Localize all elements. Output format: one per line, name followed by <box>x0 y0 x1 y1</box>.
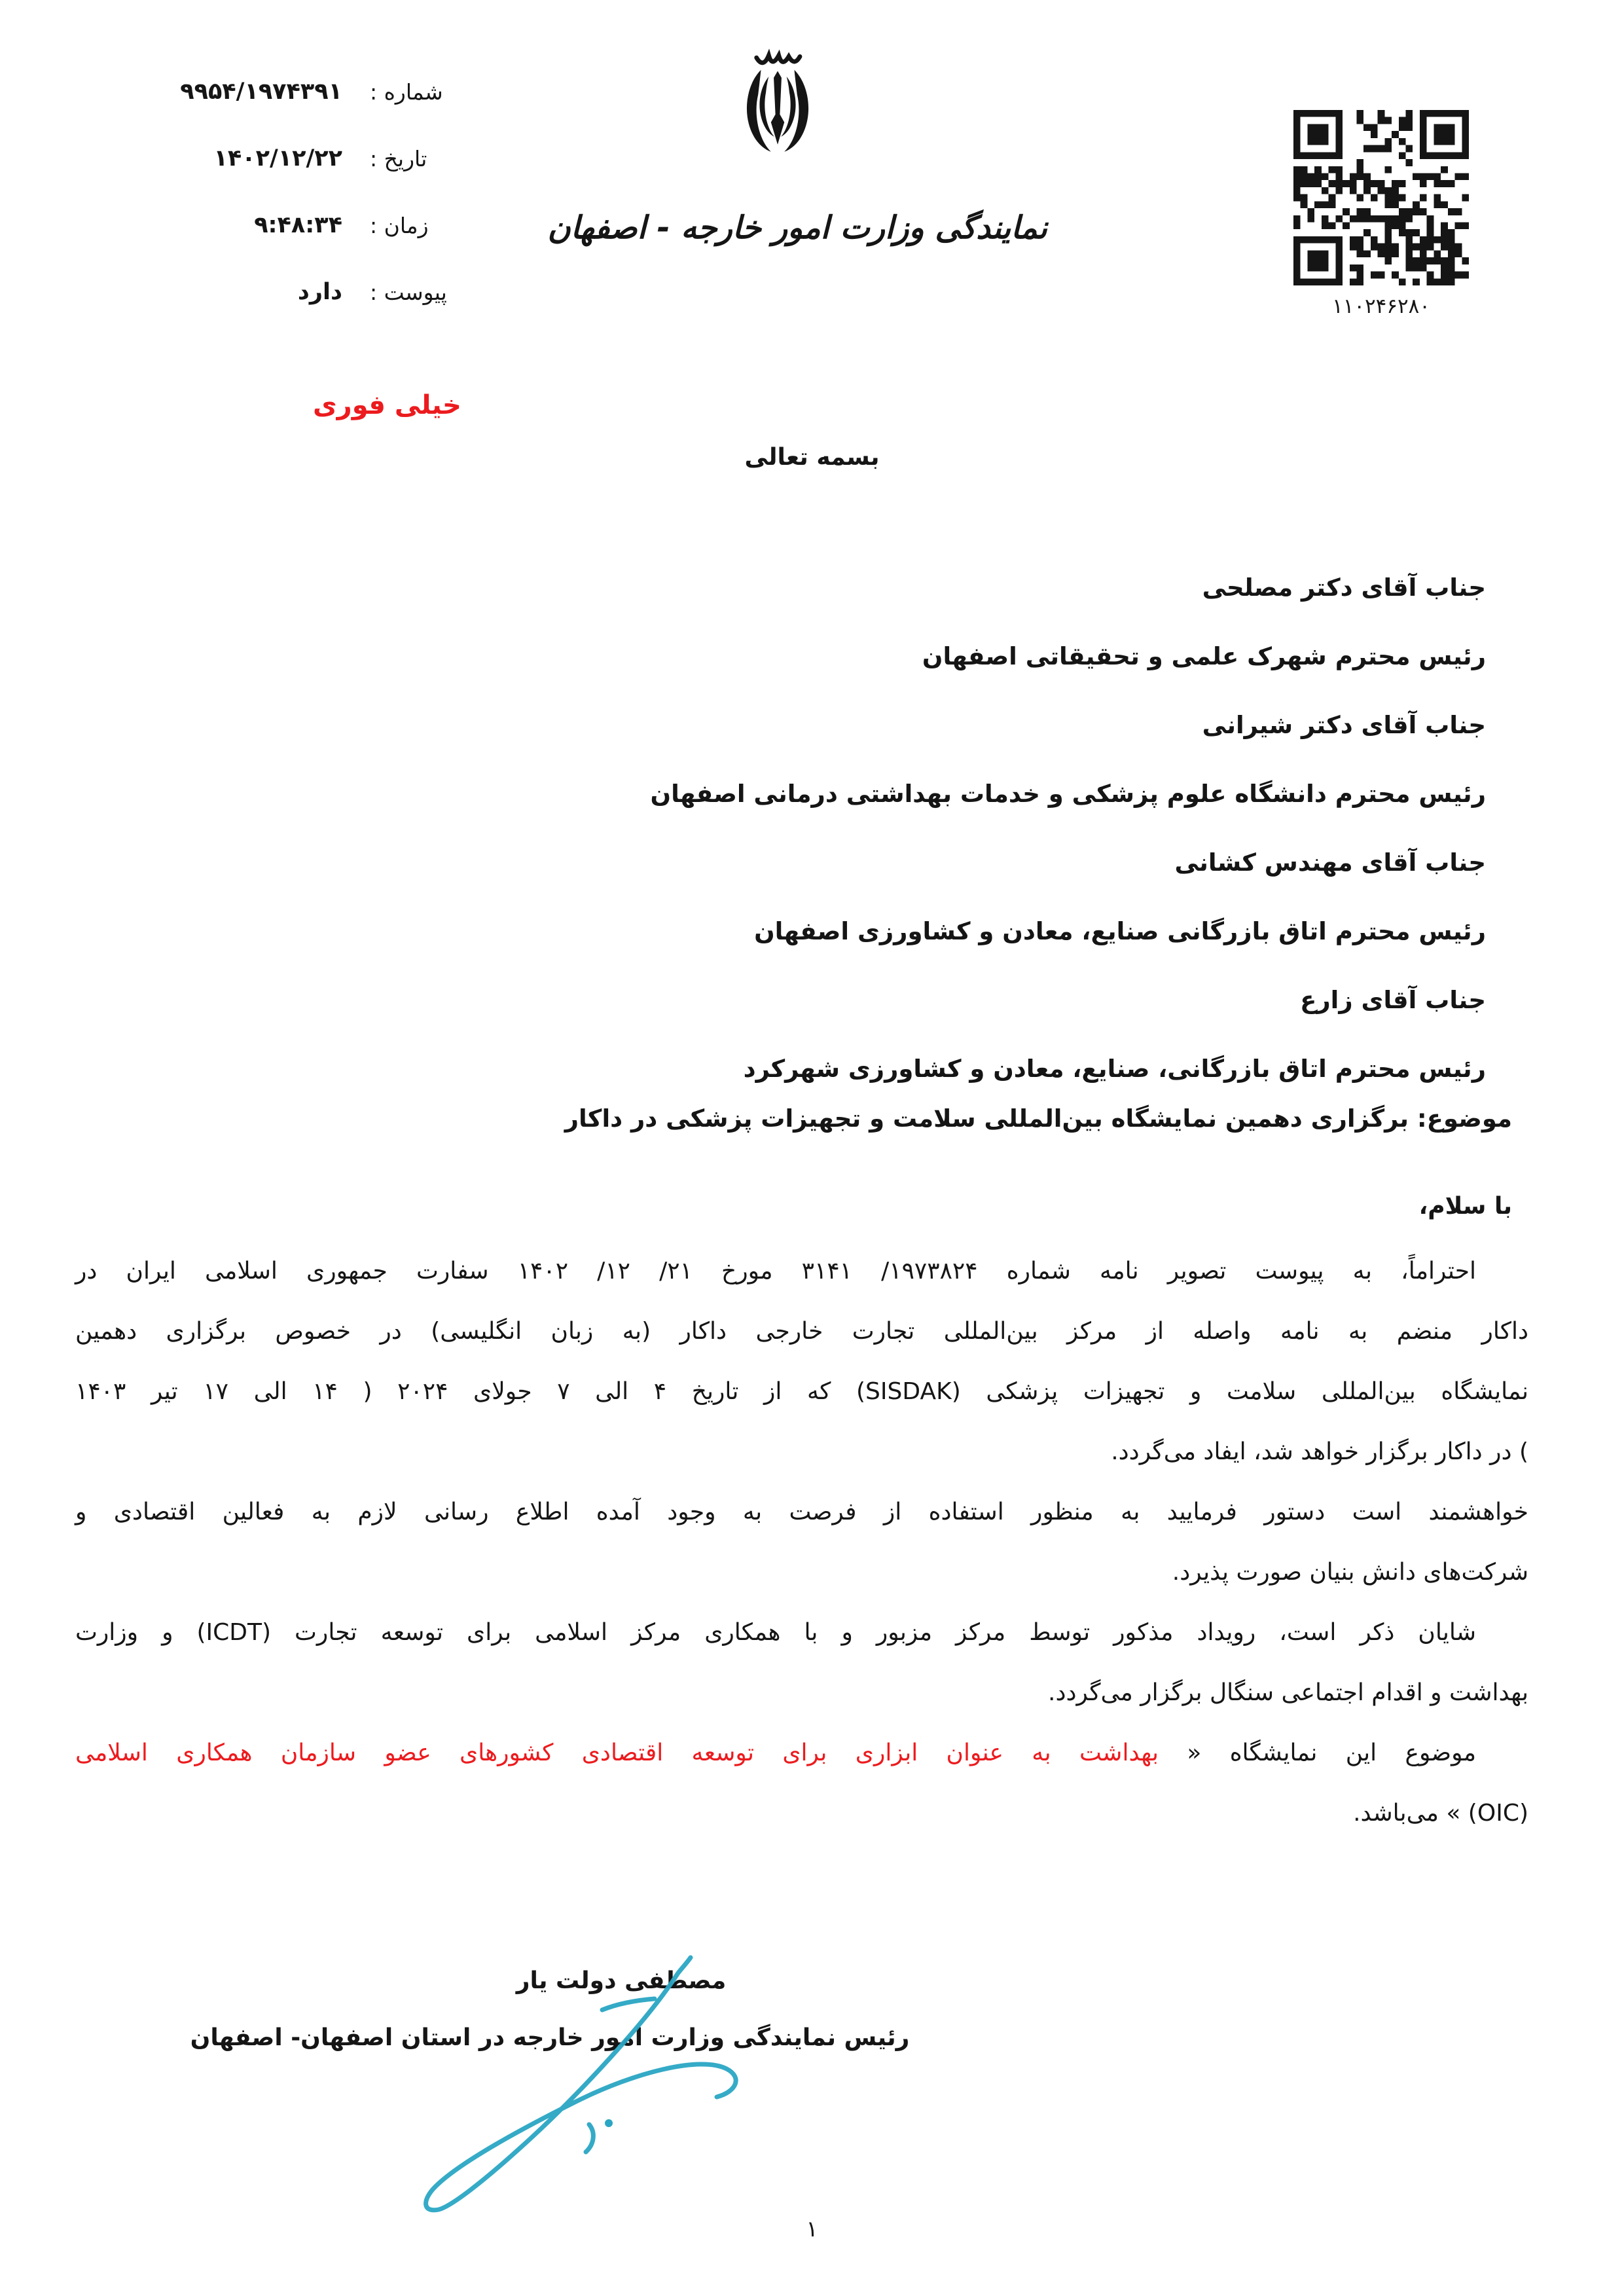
meta-row-date <box>121 125 468 192</box>
qr-code <box>1293 110 1469 285</box>
closing-line: (OIC) » می‌باشد. <box>1353 1800 1528 1827</box>
org-calligraphy: نمایندگی وزارت امور خارجه - اصفهان <box>547 210 1047 246</box>
time-label: زمان : <box>370 212 429 238</box>
attachment-label: پیوست : <box>370 279 447 305</box>
body-line: احتراماً، به پیوست تصویر نامه شماره ۱۹۷۳۸۲۴/ ۳۱۴۱ مورخ ۲۱/ ۱۲/ ۱۴۰۲ سفارت جمهوری اسلامی ایران در <box>75 1258 1476 1285</box>
recipient-line: رئیس محترم شهرک علمی و تحقیقاتی اصفهان <box>922 642 1486 670</box>
recipient-line: جناب آقای زارع <box>1300 986 1486 1014</box>
number-value: ۹۹۵۴/۱۹۷۴۳۹۱ <box>180 79 342 105</box>
iran-emblem-icon <box>722 43 833 177</box>
subject-line: موضوع: برگزاری دهمین نمایشگاه بین‌المللی سلامت و تجهیزات پزشکی در داکار <box>564 1104 1512 1133</box>
recipient-line: جناب آقای دکتر شیرانی <box>1202 711 1486 739</box>
basmala: بسمه تعالی <box>744 444 880 471</box>
attachment-value: دارد <box>297 279 342 305</box>
salutation: با سلام، <box>1418 1193 1512 1220</box>
highlight-red-text: بهداشت به عنوان ابزاری برای توسعه اقتصادی کشورهای عضو سازمان همکاری اسلامی <box>75 1740 1159 1766</box>
number-label: شماره : <box>370 79 443 105</box>
body-line-highlight <box>75 1723 1528 1783</box>
body-line: خواهشمند است دستور فرمایید به منظور استفاده از فرصت به وجود آمده اطلاع رسانی لازم به فعالین اقتصادی و <box>75 1499 1528 1525</box>
body-line: نمایشگاه بین‌المللی سلامت و تجهیزات پزشکی (SISDAK) که از تاریخ ۴ الی ۷ جولای ۲۰۲۴ ( ۱۴ الی ۱۷ تیر ۱۴۰۳ <box>75 1378 1528 1405</box>
signer-name: مصطفی دولت یار <box>516 1967 727 1994</box>
recipient-line: رئیس محترم اتاق بازرگانی صنایع، معادن و کشاورزی اصفهان <box>754 917 1486 945</box>
highlight-prefix: موضوع این نمایشگاه « <box>1158 1740 1476 1766</box>
recipients-block <box>196 553 1486 1103</box>
meta-row-time <box>121 192 468 259</box>
meta-block <box>121 58 468 325</box>
date-label: تاریخ : <box>370 145 427 172</box>
date-value: ۱۴۰۲/۱۲/۲۲ <box>213 145 342 172</box>
qr-number: ۱۱۰۲۴۶۲۸۰ <box>1332 295 1430 318</box>
body-line: داکار منضم به نامه واصله از مرکز بین‌المللی تجارت خارجی داکار (به زبان انگلیسی) در خصوص برگزاری دهمین <box>75 1318 1528 1345</box>
body-paragraphs <box>75 1241 1528 1844</box>
signer-title: رئیس نمایندگی وزارت امور خارجه در استان اصفهان- اصفهان <box>190 2024 910 2051</box>
body-line: شایان ذکر است، رویداد مذکور توسط مرکز مزبور و با همکاری مرکز اسلامی برای توسعه تجارت (ICDT) و وزارت <box>75 1619 1476 1646</box>
body-line: بهداشت و اقدام اجتماعی سنگال برگزار می‌گردد. <box>1048 1679 1528 1706</box>
meta-row-number <box>121 58 468 125</box>
recipient-line: جناب آقای دکتر مصلحی <box>1202 574 1486 602</box>
body-line: ) در داکار برگزار خواهد شد، ایفاد می‌گردد. <box>1111 1438 1528 1465</box>
meta-row-attachment <box>121 259 468 325</box>
page-number: ۱ <box>806 2216 818 2242</box>
time-value: ۹:۴۸:۳۴ <box>254 212 342 238</box>
recipient-line: رئیس محترم دانشگاه علوم پزشکی و خدمات بهداشتی درمانی اصفهان <box>650 780 1486 808</box>
body-line: شرکت‌های دانش بنیان صورت پذیرد. <box>1172 1559 1528 1586</box>
urgency-stamp: خیلی فوری <box>313 390 461 420</box>
recipient-line: رئیس محترم اتاق بازرگانی، صنایع، معادن و کشاورزی شهرکرد <box>743 1055 1486 1083</box>
recipient-line: جناب آقای مهندس کشانی <box>1174 848 1486 877</box>
